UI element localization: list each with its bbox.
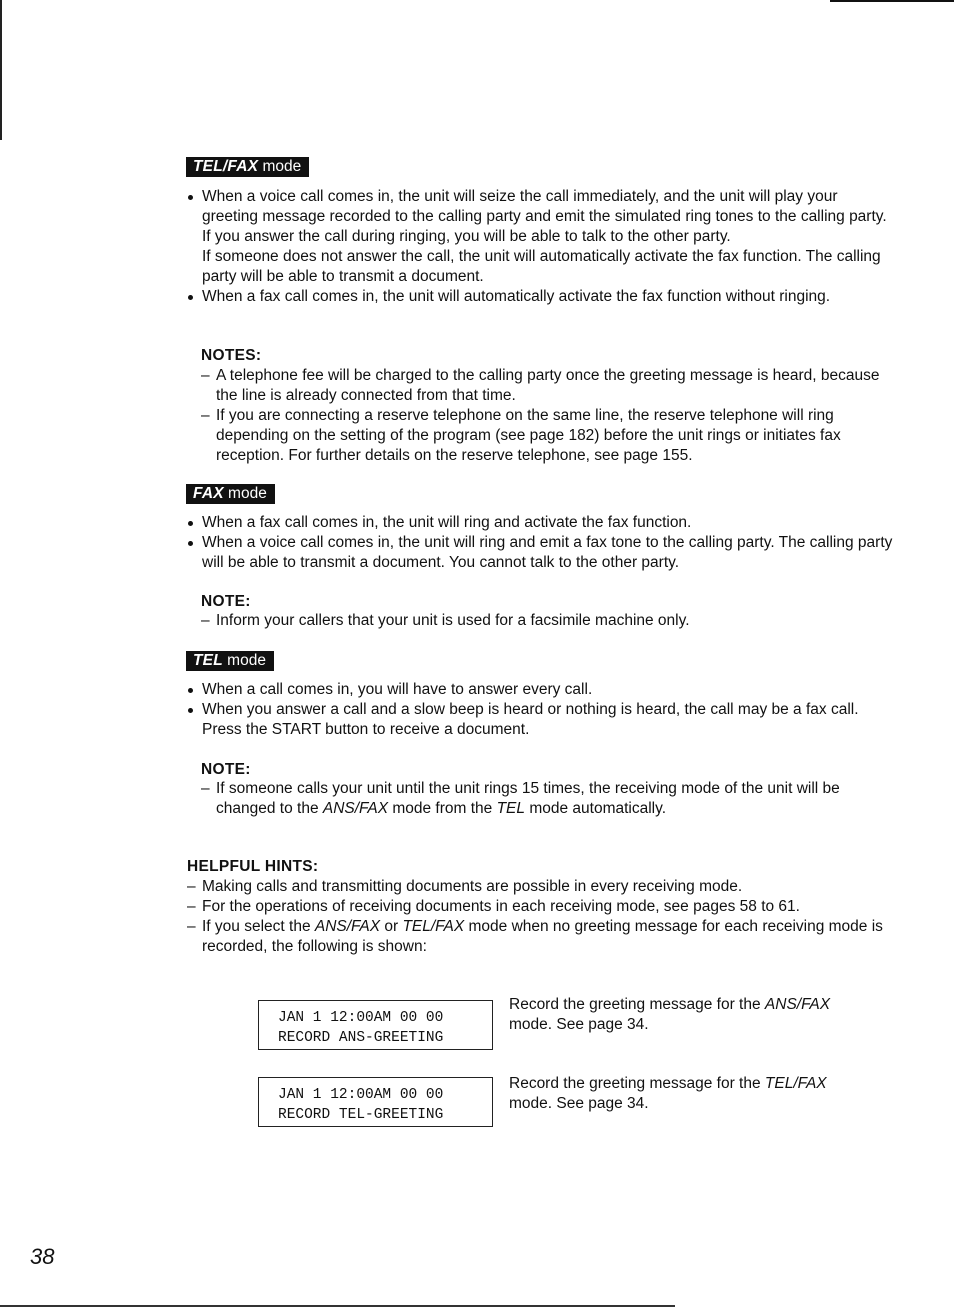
page-number: 38 (30, 1244, 55, 1269)
list-item (186, 187, 896, 287)
lcd-description-tel: Record the greeting message for the TEL/FAX mode. See page 34. (509, 1075, 827, 1112)
left-margin-rule (0, 0, 2, 140)
list-item: – A telephone fee will be charged to the calling party once the greeting message is heard, because the line is already connected from that time. (201, 367, 880, 404)
list-item: – If you are connecting a reserve telephone on the same line, the reserve telephone will ring depending on the setting of the program (see page 182) before the unit rings or initiates fax reception. For further details on the reserve telephone, see page 155. (201, 407, 841, 464)
list-item: – If someone calls your unit until the unit rings 15 times, the receiving mode of the unit will be changed to the ANS/FAX mode from the TEL mode automatically. (201, 780, 840, 817)
telfax-bullet-list (186, 187, 896, 307)
helpful-hints-list (187, 877, 887, 957)
list-item: – Inform your callers that your unit is used for a facsimile machine only. (201, 612, 690, 629)
tel-mode-label: TEL mode (186, 651, 274, 671)
tel-note-list (201, 779, 891, 819)
lcd-line-2: RECORD TEL-GREETING (278, 1107, 444, 1123)
list-item: When a voice call comes in, the unit will ring and emit a fax tone to the calling party. The calling party will be able to transmit a document. You cannot talk to the other party. (186, 533, 896, 573)
list-item: – If you select the ANS/FAX or TEL/FAX mode when no greeting message for each receiving mode is recorded, the following is shown: (187, 918, 883, 955)
fax-note-list (201, 611, 891, 631)
fax-note-heading: NOTE: (201, 593, 251, 610)
list-item: When a call comes in, you will have to answer every call. (186, 680, 896, 700)
list-item: When you answer a call and a slow beep is heard or nothing is heard, the call may be a fax call. Press the START button to receive a document. (186, 700, 896, 740)
list-item: – For the operations of receiving documents in each receiving mode, see pages 58 to 61. (187, 898, 800, 915)
lcd-line-1: JAN 1 12:00AM 00 00 (278, 1087, 444, 1103)
lcd-line-2: RECORD ANS-GREETING (278, 1030, 444, 1046)
telfax-bullet-2: When a fax call comes in, the unit will automatically activate the fax function without ringing. (202, 288, 831, 305)
telfax-bullet-1-line-3: If someone does not answer the call, the unit will automatically activate the fax function. The calling party will be able to transmit a document. (202, 248, 881, 285)
telfax-notes-list (201, 366, 891, 466)
bullet-icon (188, 195, 193, 200)
fax-mode-label: FAX mode (186, 484, 275, 504)
telfax-bullet-1-line-2: If you answer the call during ringing, you will be able to talk to the other party. (202, 228, 731, 245)
list-item: – Making calls and transmitting documents are possible in every receiving mode. (187, 878, 743, 895)
bullet-icon (188, 688, 193, 693)
bullet-icon (188, 295, 193, 300)
lcd-display-ans-greeting (258, 1000, 493, 1050)
lcd-description-ans: Record the greeting message for the ANS/FAX mode. See page 34. (509, 996, 831, 1033)
helpful-hints-heading: HELPFUL HINTS: (187, 858, 319, 875)
telfax-bullet-1-line-1: When a voice call comes in, the unit will seize the call immediately, and the unit will play your greeting message recorded to the calling party and emit the simulated ring tones to the calling party. (202, 188, 887, 225)
bullet-icon (188, 708, 193, 713)
tel-bullet-list (186, 680, 896, 740)
list-item: When a fax call comes in, the unit will ring and activate the fax function. (186, 513, 896, 533)
telfax-mode-label: TEL/FAX mode (186, 157, 309, 177)
lcd-line-1: JAN 1 12:00AM 00 00 (278, 1010, 444, 1026)
fax-bullet-list (186, 513, 896, 573)
list-item (186, 287, 896, 307)
tel-note-heading: NOTE: (201, 761, 251, 778)
telfax-notes-heading: NOTES: (201, 347, 262, 364)
bullet-icon (188, 541, 193, 546)
lcd-display-tel-greeting (258, 1077, 493, 1127)
bullet-icon (188, 521, 193, 526)
top-rule (830, 0, 954, 2)
